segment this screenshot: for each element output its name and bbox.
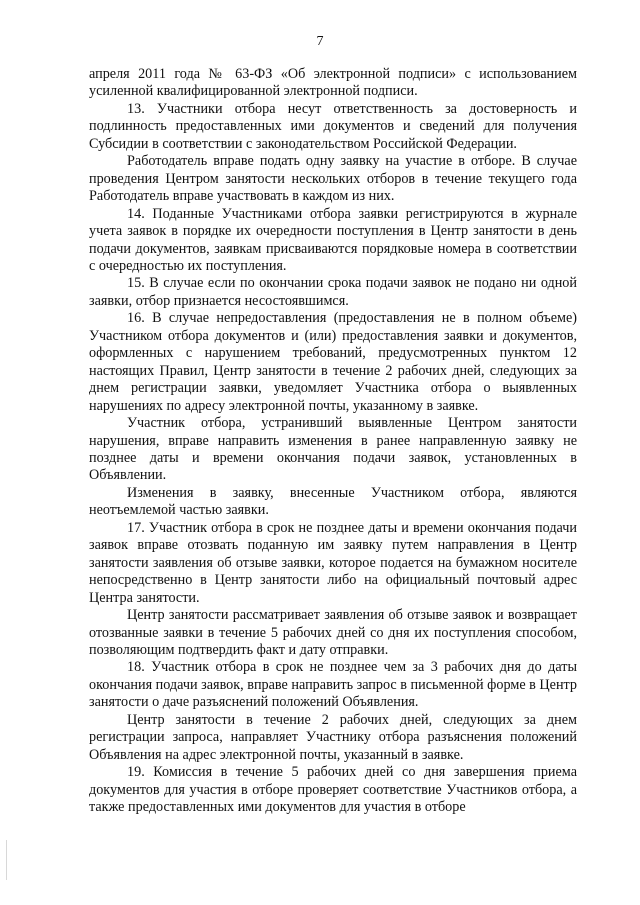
paragraph-application-changes: Изменения в заявку, внесенные Участником отбора, являются неотъемлемой частью заявки. (89, 484, 577, 519)
document-body (89, 66, 577, 816)
paragraph-item-13: 13. Участники отбора несут ответственность за достоверность и подлинность предоставленных ими документов и сведений для получения Субсидии в соответствии с законодательством Российской Федерации. (89, 100, 577, 152)
paragraph-item-18: 18. Участник отбора в срок не позднее чем за 3 рабочих дня до даты окончания подачи заявок, вправе направить запрос в письменной форме в Центр занятости о даче разъяснений положений Объявления. (89, 659, 578, 711)
paragraph-item-17: 17. Участник отбора в срок не позднее даты и времени окончания подачи заявок вправе отозвать поданную им заявку путем направления в Центр занятости заявления об отзыве заявки, которое подается на бумажном носителе непосредственно в Центр занятости либо на официальный почтовый адрес Центра занятости. (89, 519, 577, 606)
paragraph-withdrawal-review: Центр занятости рассматривает заявления об отзыве заявок и возвращает отозванные заявки в течение 5 рабочих дней со дня их поступления способом, позволяющим подтвердить факт и дату отправки. (89, 607, 577, 658)
scan-edge-line (6, 840, 7, 880)
paragraph-item-14: 14. Поданные Участниками отбора заявки регистрируются в журнале учета заявок в порядке их очередности поступления в Центр занятости в день подачи документов, заявкам присваиваются порядковые номера в соответствии с очередностью их поступления. (89, 205, 577, 274)
paragraph-violations-fixed: Участник отбора, устранивший выявленные Центром занятости нарушения, вправе направить изменения в ранее направленную заявку не позднее даты и времени окончания подачи заявок, установленных в Объявлении. (89, 415, 577, 484)
paragraph-item-16: 16. В случае непредоставления (предоставления не в полном объеме) Участником отбора документов и (или) предоставления заявки и документов, оформленных с нарушением требований, предусмотренных пунктом 12 настоящих Правил, Центр занятости в течение 2 рабочих дней, следующих за днем регистрации заявки, уведомляет Участника отбора о выявленных нарушениях по адресу электронной почты, указанному в заявке. (89, 310, 577, 414)
paragraph-item-15: 15. В случае если по окончании срока подачи заявок не подано ни одной заявки, отбор признается несостоявшимся. (89, 275, 577, 309)
page-number: 7 (316, 34, 324, 49)
paragraph-item-19: 19. Комиссия в течение 5 рабочих дней со дня завершения приема документов для участия в отборе проверяет соответствие Участников отбора, а также предоставленных ими документов для участия в отборе (89, 764, 577, 816)
paragraph-employer-application: Работодатель вправе подать одну заявку на участие в отборе. В случае проведения Центром занятости нескольких отборов в течение текущего года Работодатель вправе участвовать в каждом из них. (89, 153, 577, 205)
paragraph-continuation: апреля 2011 года № 63-ФЗ «Об электронной подписи» с использованием усиленной квалифицированной электронной подписи. (89, 66, 577, 100)
paragraph-clarification-response: Центр занятости в течение 2 рабочих дней, следующих за днем регистрации запроса, направляет Участнику отбора разъяснения положений Объявления на адрес электронной почты, указанный в заявке. (89, 711, 577, 763)
